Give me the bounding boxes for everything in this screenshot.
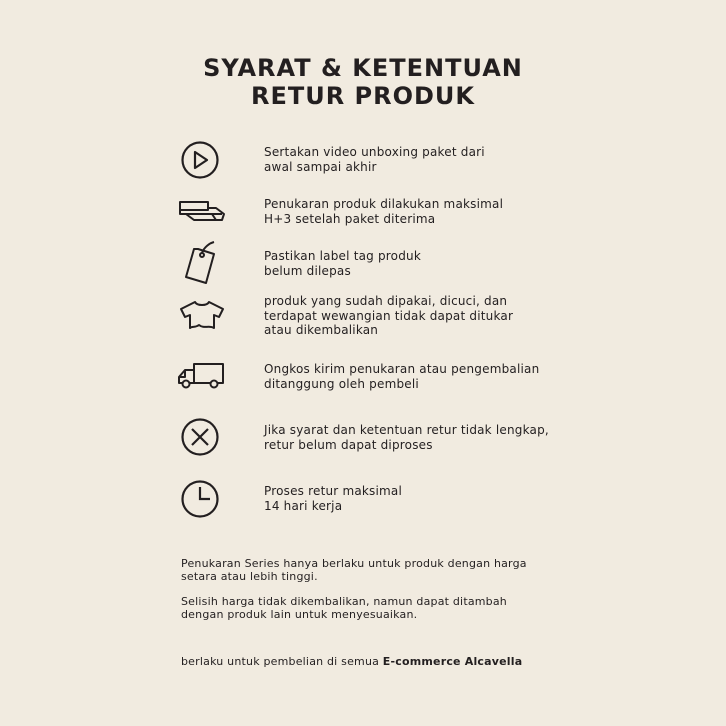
- rule-shipping-cost: [264, 362, 539, 391]
- rule-video-unboxing: [264, 145, 485, 174]
- rule-line: H+3 setelah paket diterima: [264, 211, 436, 226]
- footer-note: [181, 655, 522, 668]
- rule-line: Proses retur maksimal: [264, 484, 403, 498]
- note-series-exchange: [181, 557, 527, 583]
- play-circle-icon: [181, 141, 219, 179]
- tshirt-icon: [179, 300, 225, 330]
- rule-line: Pastikan label tag produk: [264, 249, 421, 263]
- cross-circle-icon: [181, 418, 219, 456]
- rule-line: 14 hari kerja: [264, 498, 343, 513]
- rule-line: awal sampai akhir: [264, 159, 377, 174]
- rule-used-items: [264, 294, 513, 338]
- note-line: dengan produk lain untuk menyesuaikan.: [181, 608, 418, 621]
- note-line: Penukaran Series hanya berlaku untuk produk dengan harga: [181, 557, 527, 570]
- clock-icon: [181, 480, 219, 518]
- rule-line: belum dilepas: [264, 263, 351, 278]
- footer-brand: E-commerce Alcavella: [382, 655, 523, 668]
- footer-prefix: berlaku untuk pembelian di semua: [181, 655, 383, 668]
- note-line: setara atau lebih tinggi.: [181, 570, 318, 583]
- note-line: Selisih harga tidak dikembalikan, namun dapat ditambah: [181, 595, 507, 608]
- delivery-truck-icon: [177, 362, 225, 390]
- package-exchange-icon: [178, 198, 226, 222]
- rule-line: Ongkos kirim penukaran atau pengembalian: [264, 362, 540, 376]
- price-tag-icon: [184, 241, 220, 285]
- rule-line: Jika syarat dan ketentuan retur tidak lengkap,: [264, 423, 549, 437]
- title-line-2: RETUR PRODUK: [250, 82, 476, 110]
- rule-line: Penukaran produk dilakukan maksimal: [264, 197, 504, 211]
- rule-line: Sertakan video unboxing paket dari: [264, 145, 485, 159]
- rule-line: terdapat wewangian tidak dapat ditukar: [264, 308, 514, 323]
- page-title: [0, 54, 726, 110]
- rule-line: atau dikembalikan: [264, 323, 379, 337]
- rule-tag-attached: [264, 249, 421, 278]
- rule-line: retur belum dapat diproses: [264, 437, 433, 452]
- rule-processing-time: [264, 484, 402, 513]
- rule-exchange-deadline: [264, 197, 503, 226]
- rule-line: produk yang sudah dipakai, dicuci, dan: [264, 294, 508, 308]
- note-price-difference: [181, 595, 507, 621]
- title-line-1: SYARAT & KETENTUAN: [203, 54, 523, 82]
- rule-incomplete-requirements: [264, 423, 549, 452]
- rule-line: ditanggung oleh pembeli: [264, 376, 419, 391]
